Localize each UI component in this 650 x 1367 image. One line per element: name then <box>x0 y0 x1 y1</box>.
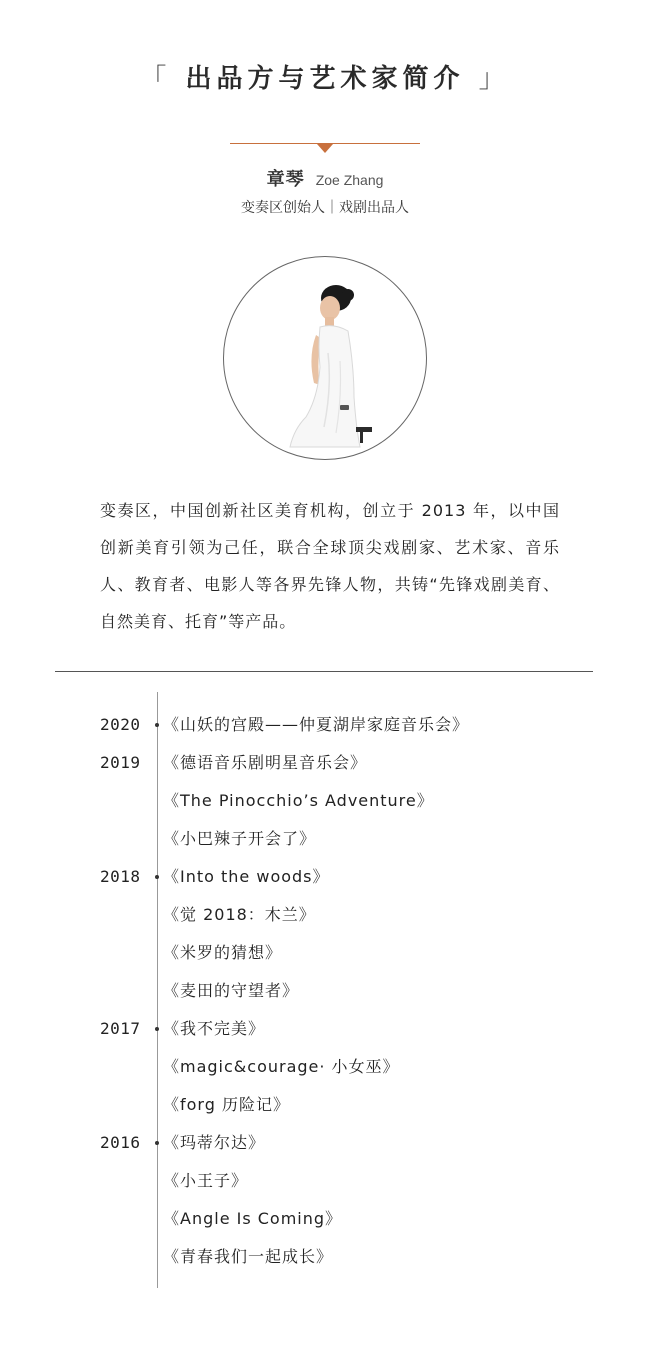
person-name: 章琴 <box>266 169 305 190</box>
portrait-photo <box>224 257 427 460</box>
timeline-dot-icon <box>155 875 159 879</box>
timeline-item <box>0 820 650 858</box>
section-heading <box>0 58 650 95</box>
timeline-item <box>0 706 650 744</box>
timeline-title: 《小巴辣子开会了》 <box>163 829 317 848</box>
timeline-title: 《山妖的宫殿——仲夏湖岸家庭音乐会》 <box>163 715 470 734</box>
timeline-title: 《觉 2018：木兰》 <box>163 905 316 924</box>
timeline-item <box>0 896 650 934</box>
timeline-title: 《我不完美》 <box>163 1019 266 1038</box>
section-title: 出品方与艺术家简介 <box>185 64 465 94</box>
timeline-title: 《玛蒂尔达》 <box>163 1133 266 1152</box>
timeline-item <box>0 1162 650 1200</box>
section-rule <box>55 671 593 672</box>
timeline-title: 《Angle Is Coming》 <box>163 1209 343 1228</box>
heading-close-bracket: 」 <box>478 64 510 94</box>
timeline-dot-icon <box>155 1141 159 1145</box>
timeline-year: 2019 <box>100 753 141 772</box>
timeline-item <box>0 1048 650 1086</box>
person-role: 变奏区创始人｜戏剧出品人 <box>241 200 409 216</box>
heading-open-bracket: 「 <box>140 64 172 94</box>
avatar <box>223 256 427 460</box>
timeline-year: 2017 <box>100 1019 141 1038</box>
timeline-title: 《forg 历险记》 <box>163 1095 290 1114</box>
timeline-title: 《The Pinocchio’s Adventure》 <box>163 791 434 810</box>
timeline-dot-icon <box>155 723 159 727</box>
timeline-dot-icon <box>155 1027 159 1031</box>
timeline-item <box>0 1086 650 1124</box>
timeline-year: 2016 <box>100 1133 141 1152</box>
timeline-year: 2018 <box>100 867 141 886</box>
timeline-title: 《Into the woods》 <box>163 867 330 886</box>
timeline-title: 《小王子》 <box>163 1171 249 1190</box>
timeline-item <box>0 1124 650 1162</box>
timeline-item <box>0 1238 650 1276</box>
timeline-item <box>0 1010 650 1048</box>
timeline-title: 《米罗的猜想》 <box>163 943 283 962</box>
intro-paragraph: 变奏区，中国创新社区美育机构，创立于 2013 年，以中国创新美育引领为己任，联合全球顶尖戏剧家、艺术家、音乐人、教育者、电影人等各界先锋人物，共铸“先锋戏剧美育、自然美育、托育”等产品。 <box>100 501 560 631</box>
timeline-item <box>0 1200 650 1238</box>
timeline-item <box>0 858 650 896</box>
timeline-title: 《青春我们一起成长》 <box>163 1247 334 1266</box>
timeline-item <box>0 972 650 1010</box>
timeline-item <box>0 934 650 972</box>
divider-arrow-icon <box>317 144 333 153</box>
timeline-year: 2020 <box>100 715 141 734</box>
timeline-item <box>0 744 650 782</box>
timeline-title: 《magic&courage· 小女巫》 <box>163 1057 400 1076</box>
person-name-row <box>0 167 650 193</box>
timeline-title: 《麦田的守望者》 <box>163 981 300 1000</box>
timeline-item <box>0 782 650 820</box>
person-name-en: Zoe Zhang <box>315 172 384 188</box>
timeline-title: 《德语音乐剧明星音乐会》 <box>163 753 368 772</box>
timeline-list <box>0 706 650 1276</box>
